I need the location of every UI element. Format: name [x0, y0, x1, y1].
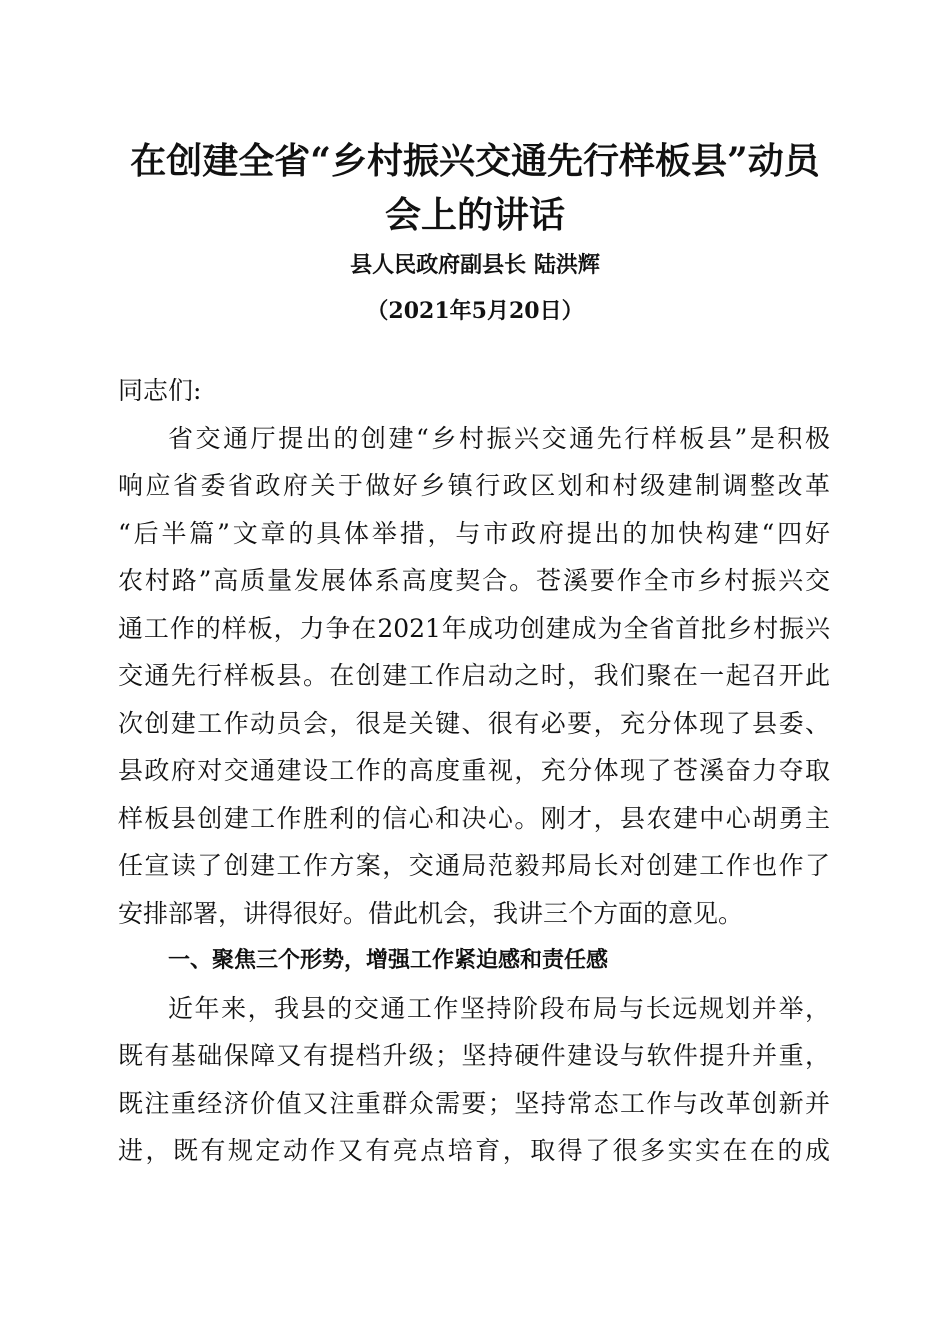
paragraph-line: 既注重经济价值又注重群众需要；坚持常态工作与改革创新并: [118, 1088, 830, 1118]
document-body: [118, 367, 830, 1175]
paragraph-2: [118, 985, 830, 1175]
paragraph-line: 响应省委省政府关于做好乡镇行政区划和村级建制调整改革: [118, 471, 830, 500]
paragraph-line: 交通先行样板县。在创建工作启动之时，我们聚在一起召开此: [118, 661, 830, 690]
title-line-1: 在创建全省“乡村振兴交通先行样板县”动员: [130, 140, 820, 182]
paragraph-line: 既有基础保障又有提档升级；坚持硬件建设与软件提升并重，: [118, 1041, 830, 1070]
date-line: （2021年5月20日）: [366, 298, 584, 324]
paragraph-line: 农村路”高质量发展体系高度契合。苍溪要作全市乡村振兴交: [118, 566, 830, 595]
title-line-2: 会上的讲话: [384, 194, 565, 236]
paragraph-line: “后半篇”文章的具体举措，与市政府提出的加快构建“四好: [118, 518, 830, 548]
paragraph-line: 县政府对交通建设工作的高度重视，充分体现了苍溪奋力夺取: [118, 756, 830, 785]
paragraph-1: [118, 415, 830, 938]
paragraph-line: 近年来，我县的交通工作坚持阶段布局与长远规划并举，: [168, 993, 830, 1023]
paragraph-line: 任宣读了创建工作方案，交通局范毅邦局长对创建工作也作了: [118, 851, 830, 880]
paragraph-line: 进，既有规定动作又有亮点培育，取得了很多实实在在的成: [118, 1136, 830, 1165]
paragraph-line: 省交通厅提出的创建“乡村振兴交通先行样板县”是积极: [168, 423, 830, 453]
section-heading-1: 一、聚焦三个形势，增强工作紧迫感和责任感: [168, 948, 609, 973]
paragraph-line: 通工作的样板，力争在2021年成功创建成为全省首批乡村振兴: [118, 613, 830, 643]
document-title: [100, 134, 850, 242]
paragraph-line: 样板县创建工作胜利的信心和决心。刚才，县农建中心胡勇主: [118, 803, 830, 833]
paragraph-line: 安排部署，讲得很好。借此机会，我讲三个方面的意见。: [118, 898, 744, 928]
paragraph-line: 次创建工作动员会，很是关键、很有必要，充分体现了县委、: [118, 708, 830, 738]
author-line: 县人民政府副县长 陆洪辉: [350, 252, 600, 278]
salutation: 同志们:: [118, 376, 202, 405]
